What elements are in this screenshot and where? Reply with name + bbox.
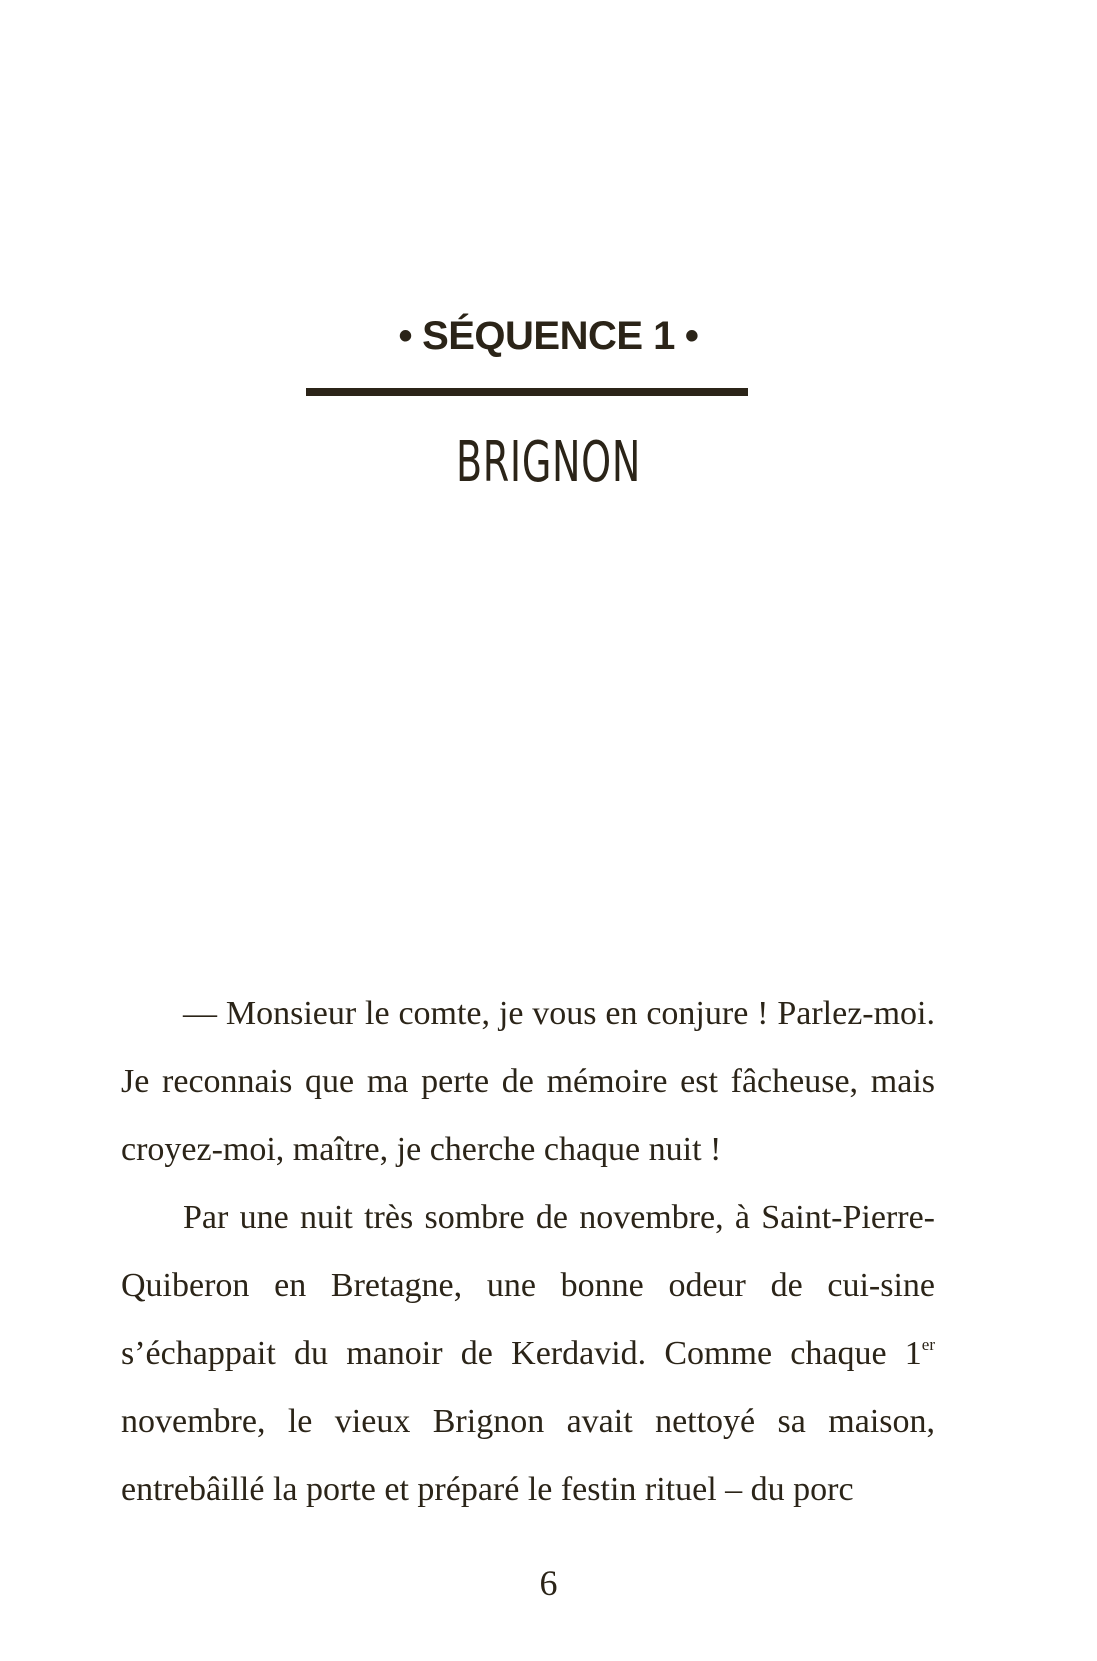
body-text <box>121 980 935 1524</box>
paragraph-2-start: Par une nuit très sombre de novembre, à Saint-Pierre-Quiberon en Bretagne, une bonne odeur de cui-sine s’échappait du manoir de Kerdavid. Comme chaque 1 <box>121 1199 935 1372</box>
sequence-label: SÉQUENCE 1 <box>422 314 675 358</box>
sequence-heading <box>0 308 1097 364</box>
paragraph-1: — Monsieur le comte, je vous en conjure ! Parlez-moi. Je reconnais que ma perte de mémoire est fâcheuse, mais croyez-moi, maître, je cherche chaque nuit ! <box>121 995 935 1168</box>
page-number: 6 <box>539 1563 558 1603</box>
ordinal-superscript: er <box>921 1335 935 1354</box>
paragraph-2 <box>121 1184 935 1524</box>
chapter-title: BRIGNON <box>455 430 642 495</box>
heading-divider <box>306 388 748 396</box>
paragraph-2-end: novembre, le vieux Brignon avait nettoyé sa maison, entrebâillé la porte et préparé le festin rituel – du porc <box>121 1403 935 1508</box>
bullet-right: • <box>684 314 699 358</box>
bullet-left: • <box>398 314 413 358</box>
